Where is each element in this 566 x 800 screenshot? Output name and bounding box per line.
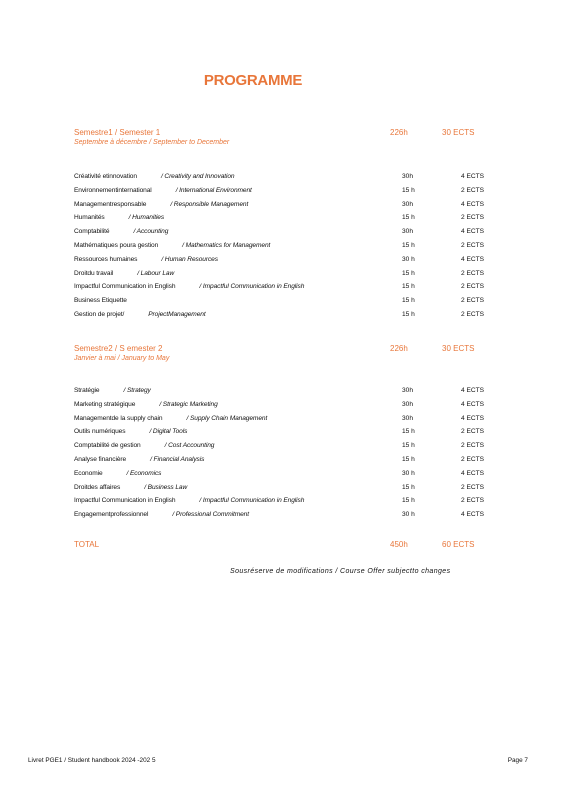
footer-page-number: Page 7 bbox=[507, 757, 528, 764]
course-hours: 15 h bbox=[402, 455, 415, 463]
course-name bbox=[74, 228, 168, 235]
course-name-en: / Accounting bbox=[133, 228, 169, 236]
course-name bbox=[74, 511, 249, 518]
course-name-fr: Comptabilité bbox=[74, 228, 110, 236]
course-name-fr: Mathématiques poura gestion bbox=[74, 241, 159, 249]
course-row bbox=[74, 415, 494, 429]
course-name bbox=[74, 283, 304, 290]
semester2-course-list bbox=[74, 387, 494, 525]
course-name-en: / Digital Tools bbox=[149, 428, 188, 436]
course-ects: 2 ECTS bbox=[461, 455, 485, 463]
course-name bbox=[74, 214, 164, 221]
course-row bbox=[74, 187, 494, 201]
subject-to-change-note: Sousréserve de modifications / Course Offer subjectto changes bbox=[230, 568, 451, 575]
course-row bbox=[74, 401, 494, 415]
course-name bbox=[74, 484, 187, 491]
semester1-header bbox=[74, 128, 494, 150]
course-name bbox=[74, 187, 252, 194]
course-hours: 15 h bbox=[402, 428, 415, 436]
course-row bbox=[74, 256, 494, 270]
course-name-fr: Analyse financière bbox=[74, 455, 127, 463]
course-hours: 30 h bbox=[402, 255, 415, 263]
course-ects: 4 ECTS bbox=[461, 469, 485, 477]
course-name bbox=[74, 401, 218, 408]
course-ects: 4 ECTS bbox=[461, 173, 485, 180]
course-hours: 30h bbox=[402, 200, 414, 208]
page-title: PROGRAMME bbox=[203, 72, 303, 89]
course-name bbox=[74, 242, 270, 249]
course-name-fr: Ressources humaines bbox=[74, 255, 138, 263]
semester2-header bbox=[74, 344, 494, 366]
semester1-ects: 30 ECTS bbox=[442, 128, 475, 137]
course-name-fr: Créativité etinnovation bbox=[74, 173, 137, 180]
course-name-fr: Humanités bbox=[74, 214, 105, 222]
course-row bbox=[74, 442, 494, 456]
course-name-en: ProjectManagement bbox=[148, 310, 206, 318]
course-name-fr: Droitdu travail bbox=[74, 269, 114, 277]
course-hours: 30h bbox=[402, 400, 414, 408]
course-name-fr: Impactful Communication in English bbox=[74, 497, 176, 505]
course-name-en: / Humanities bbox=[128, 214, 165, 222]
course-row bbox=[74, 228, 494, 242]
course-name-fr: Droitdes affaires bbox=[74, 483, 121, 491]
course-row bbox=[74, 311, 494, 325]
course-row bbox=[74, 297, 494, 311]
course-ects: 2 ECTS bbox=[461, 310, 485, 318]
course-row bbox=[74, 270, 494, 284]
course-row bbox=[74, 387, 494, 401]
course-name-en: / Supply Chain Management bbox=[186, 414, 268, 422]
course-name bbox=[74, 442, 214, 449]
course-row bbox=[74, 456, 494, 470]
course-ects: 4 ECTS bbox=[461, 400, 485, 408]
course-name bbox=[74, 173, 235, 180]
course-hours: 15 h bbox=[402, 269, 415, 277]
course-name-en: / Impactful Communication in English bbox=[199, 497, 305, 505]
course-name-en: / Mathematics for Management bbox=[182, 241, 271, 249]
total-label: TOTAL bbox=[74, 540, 100, 549]
total-ects: 60 ECTS bbox=[442, 540, 475, 549]
course-name-en: / Financial Analysis bbox=[150, 455, 205, 463]
course-name-en: / International Environment bbox=[175, 186, 252, 194]
course-row bbox=[74, 484, 494, 498]
course-hours: 30h bbox=[402, 228, 414, 236]
course-name bbox=[74, 470, 161, 477]
course-name-en: / Impactful Communication in English bbox=[199, 283, 305, 291]
course-name-fr: Gestion de projet/ bbox=[74, 310, 125, 318]
course-hours: 15 h bbox=[402, 442, 415, 450]
course-ects: 4 ECTS bbox=[461, 228, 485, 236]
course-row bbox=[74, 214, 494, 228]
course-ects: 2 ECTS bbox=[461, 269, 485, 277]
course-hours: 30h bbox=[402, 414, 414, 422]
course-row bbox=[74, 242, 494, 256]
course-hours: 30 h bbox=[402, 469, 415, 477]
course-name bbox=[74, 415, 267, 422]
course-name-en: / Cost Accounting bbox=[164, 442, 215, 450]
course-ects: 2 ECTS bbox=[461, 186, 485, 194]
course-row bbox=[74, 283, 494, 297]
course-name bbox=[74, 456, 204, 463]
course-name-en: / Labour Law bbox=[137, 269, 175, 277]
course-hours: 15 h bbox=[402, 241, 415, 249]
course-name-fr: Comptabilité de gestion bbox=[74, 442, 141, 450]
course-ects: 2 ECTS bbox=[461, 442, 485, 450]
semester2-name: Semestre2 / S emester 2 bbox=[74, 344, 163, 353]
course-ects: 4 ECTS bbox=[461, 200, 485, 208]
course-ects: 2 ECTS bbox=[461, 297, 485, 305]
course-name-en: / Strategy bbox=[123, 387, 151, 394]
course-hours: 15 h bbox=[402, 297, 415, 305]
total-row bbox=[74, 540, 494, 551]
semester2-period: Janvier à mai / January to May bbox=[74, 355, 170, 362]
semester1-hours: 226h bbox=[390, 128, 408, 137]
course-name bbox=[74, 497, 304, 504]
course-hours: 15 h bbox=[402, 214, 415, 222]
course-ects: 2 ECTS bbox=[461, 483, 485, 491]
course-ects: 4 ECTS bbox=[461, 414, 485, 422]
course-name bbox=[74, 256, 218, 263]
course-name-fr: Economie bbox=[74, 469, 103, 477]
course-name-fr: Managementde la supply chain bbox=[74, 414, 163, 422]
semester1-name: Semestre1 / Semester 1 bbox=[74, 128, 161, 137]
course-hours: 15 h bbox=[402, 283, 415, 291]
course-name-en: / Human Resources bbox=[161, 255, 218, 263]
course-name bbox=[74, 297, 151, 304]
footer-handbook-label: Livret PGE1 / Student handbook 2024 -202 5 bbox=[28, 757, 156, 764]
course-row bbox=[74, 497, 494, 511]
course-name-fr: Stratégie bbox=[74, 387, 100, 394]
course-hours: 30h bbox=[402, 387, 414, 394]
course-name bbox=[74, 201, 248, 208]
course-name-fr: Impactful Communication in English bbox=[74, 283, 176, 291]
course-ects: 4 ECTS bbox=[461, 511, 485, 519]
course-ects: 2 ECTS bbox=[461, 283, 485, 291]
semester2-hours: 226h bbox=[390, 344, 408, 353]
course-hours: 30 h bbox=[402, 511, 415, 519]
course-name bbox=[74, 311, 206, 318]
course-ects: 2 ECTS bbox=[461, 497, 485, 505]
course-hours: 15 h bbox=[402, 186, 415, 194]
semester1-period: Septembre à décembre / September to December bbox=[74, 139, 230, 146]
course-hours: 15 h bbox=[402, 497, 415, 505]
course-ects: 2 ECTS bbox=[461, 241, 485, 249]
course-ects: 2 ECTS bbox=[461, 214, 485, 222]
course-name bbox=[74, 428, 187, 435]
total-hours: 450h bbox=[390, 540, 408, 549]
course-ects: 4 ECTS bbox=[461, 387, 485, 394]
course-name-fr: Environnementinternational bbox=[74, 186, 152, 194]
course-name-fr: Engagementprofessionnel bbox=[74, 511, 149, 519]
course-row bbox=[74, 511, 494, 525]
course-row bbox=[74, 470, 494, 484]
course-row bbox=[74, 428, 494, 442]
course-name bbox=[74, 270, 174, 277]
course-name-en: / Economics bbox=[126, 469, 162, 477]
course-ects: 4 ECTS bbox=[461, 255, 485, 263]
course-name bbox=[74, 387, 151, 394]
course-name-en: / Business Law bbox=[144, 483, 188, 491]
semester2-ects: 30 ECTS bbox=[442, 344, 475, 353]
course-hours: 30h bbox=[402, 173, 414, 180]
course-row bbox=[74, 201, 494, 215]
course-hours: 15 h bbox=[402, 483, 415, 491]
course-name-fr: Marketing stratégique bbox=[74, 400, 136, 408]
course-name-en: / Professional Commitment bbox=[172, 511, 249, 519]
course-hours: 15 h bbox=[402, 310, 415, 318]
semester1-course-list bbox=[74, 173, 494, 325]
course-name-fr: Outils numériques bbox=[74, 428, 126, 436]
course-name-fr: Business Etiquette bbox=[74, 297, 127, 305]
course-name-fr: Managementresponsable bbox=[74, 200, 147, 208]
course-name-en: / Strategic Marketing bbox=[159, 400, 218, 408]
course-row bbox=[74, 173, 494, 187]
course-ects: 2 ECTS bbox=[461, 428, 485, 436]
course-name-en: / Creativity and Innovation bbox=[160, 173, 235, 180]
course-name-en: / Responsible Management bbox=[170, 200, 249, 208]
